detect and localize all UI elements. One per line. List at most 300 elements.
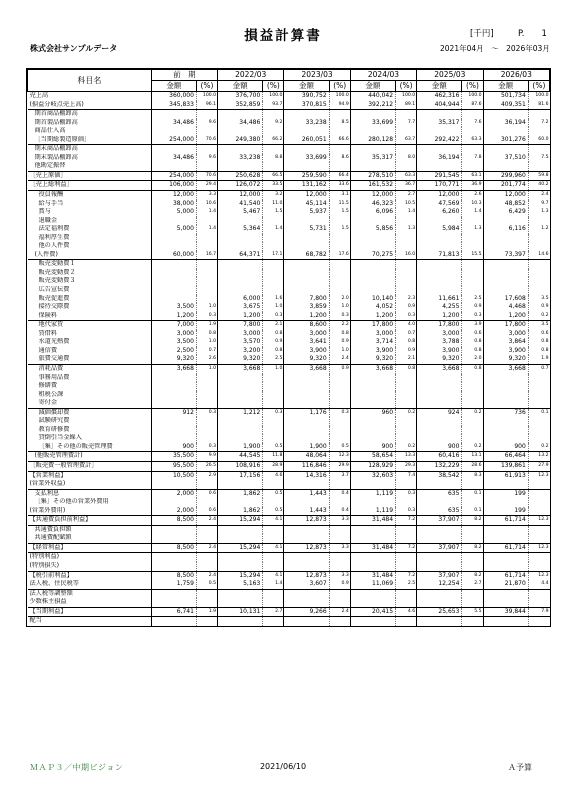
percent-cell: 1.5 <box>329 225 350 234</box>
percent-cell <box>462 242 483 251</box>
percent-cell: 0.4 <box>329 507 350 516</box>
column-header-amount: 金額 <box>350 81 395 92</box>
table-row <box>28 347 550 356</box>
percent-cell <box>396 234 417 243</box>
percent-cell: 0.5 <box>329 443 350 452</box>
percent-cell: 4.6 <box>396 607 417 617</box>
percent-cell <box>329 480 350 489</box>
amount-cell: 501,734 <box>483 92 528 101</box>
amount-cell <box>417 417 462 426</box>
amount-cell: 17,800 <box>483 321 528 330</box>
amount-cell: 33,699 <box>284 154 329 163</box>
amount-cell: 5,364 <box>218 225 263 234</box>
percent-cell <box>462 277 483 286</box>
table-row <box>28 580 550 589</box>
table-row <box>28 434 550 443</box>
percent-cell <box>329 426 350 435</box>
percent-cell: 27.9 <box>528 461 549 471</box>
amount-cell: 6,260 <box>417 208 462 217</box>
percent-cell <box>462 417 483 426</box>
amount-cell <box>417 382 462 391</box>
percent-cell: 1.3 <box>462 225 483 234</box>
percent-cell <box>396 110 417 119</box>
amount-cell <box>218 277 263 286</box>
percent-cell <box>263 162 284 171</box>
percent-cell <box>196 374 217 383</box>
percent-cell <box>396 217 417 226</box>
amount-cell <box>483 598 528 607</box>
amount-cell <box>218 374 263 383</box>
percent-cell: 16.0 <box>396 251 417 260</box>
amount-cell: 33,699 <box>350 119 395 128</box>
amount-cell: 440,042 <box>350 92 395 101</box>
percent-cell <box>462 598 483 607</box>
percent-cell <box>528 525 549 534</box>
account-label: (人件費) <box>34 250 58 258</box>
percent-cell <box>196 480 217 489</box>
amount-cell <box>218 242 263 251</box>
amount-cell: 199 <box>483 489 528 498</box>
income-statement-table <box>27 69 550 626</box>
amount-cell: 9,320 <box>417 355 462 364</box>
amount-cell: 12,873 <box>284 516 329 526</box>
percent-cell: 8.2 <box>462 571 483 580</box>
account-label: 【営業利益】 <box>28 471 152 480</box>
percent-cell <box>196 277 217 286</box>
percent-cell: 70.6 <box>196 136 217 145</box>
amount-cell <box>417 399 462 408</box>
column-header-period: 2025/03 <box>417 70 483 81</box>
account-label: (損益分岐点売上高) <box>29 100 84 108</box>
amount-cell: 301,276 <box>483 136 528 145</box>
amount-cell <box>350 391 395 400</box>
amount-cell: 9,320 <box>350 355 395 364</box>
percent-cell <box>263 145 284 154</box>
amount-cell <box>350 162 395 171</box>
amount-cell: 5,731 <box>284 225 329 234</box>
amount-cell <box>151 534 196 543</box>
percent-cell <box>396 426 417 435</box>
percent-cell <box>196 269 217 278</box>
amount-cell <box>151 562 196 571</box>
amount-cell: 3,788 <box>417 338 462 347</box>
percent-cell: 8.5 <box>329 119 350 128</box>
percent-cell: 28.6 <box>462 461 483 471</box>
table-row <box>28 364 550 373</box>
percent-cell <box>396 286 417 295</box>
percent-cell: 7.2 <box>396 543 417 553</box>
amount-cell: 35,317 <box>350 154 395 163</box>
table-row <box>28 191 550 200</box>
percent-cell <box>396 374 417 383</box>
account-label: 期首商品棚卸高 <box>28 110 152 119</box>
percent-cell <box>528 286 549 295</box>
percent-cell: 0.5 <box>263 489 284 498</box>
percent-cell: 8.8 <box>263 154 284 163</box>
amount-cell <box>284 617 329 626</box>
amount-cell: 278,510 <box>350 171 395 181</box>
amount-cell: 73,397 <box>483 251 528 260</box>
amount-cell: 32,603 <box>350 471 395 480</box>
percent-cell: 2.5 <box>462 295 483 304</box>
amount-cell <box>350 145 395 154</box>
percent-cell: 33.5 <box>263 181 284 191</box>
amount-cell: 1,200 <box>350 312 395 321</box>
amount-cell: 44,545 <box>218 452 263 462</box>
percent-cell <box>196 399 217 408</box>
percent-cell: 11.0 <box>263 200 284 209</box>
percent-cell <box>263 534 284 543</box>
amount-cell <box>284 498 329 507</box>
percent-cell <box>329 534 350 543</box>
account-label: 他の人件費 <box>38 242 70 250</box>
amount-cell: 47,569 <box>417 200 462 209</box>
percent-cell: 14.6 <box>528 251 549 260</box>
amount-cell: 254,000 <box>151 171 196 181</box>
account-label: 水道光熱費 <box>38 338 70 346</box>
amount-cell <box>350 598 395 607</box>
percent-cell <box>329 127 350 136</box>
amount-cell <box>350 260 395 269</box>
percent-cell <box>462 162 483 171</box>
percent-cell: 4.1 <box>263 516 284 526</box>
percent-cell <box>263 234 284 243</box>
table-row <box>28 543 550 553</box>
percent-cell: 12.3 <box>528 516 549 526</box>
percent-cell: 13.3 <box>396 452 417 462</box>
amount-cell: 6,096 <box>350 208 395 217</box>
percent-cell <box>528 127 549 136</box>
percent-cell: 100.0 <box>329 92 350 101</box>
percent-cell: 81.6 <box>528 101 549 110</box>
percent-cell: 17.6 <box>329 251 350 260</box>
column-header-percent: (%) <box>528 81 549 92</box>
percent-cell <box>528 269 549 278</box>
percent-cell <box>196 391 217 400</box>
amount-cell: 37,907 <box>417 543 462 553</box>
percent-cell <box>462 269 483 278</box>
percent-cell <box>329 617 350 626</box>
amount-cell: 1,200 <box>151 312 196 321</box>
amount-cell: 12,000 <box>483 191 528 200</box>
amount-cell: 116,846 <box>284 461 329 471</box>
amount-cell <box>417 589 462 598</box>
account-label: 販売変動費２ <box>38 268 76 276</box>
amount-cell: 2,500 <box>151 347 196 356</box>
table-row <box>28 127 550 136</box>
amount-cell: 3,900 <box>483 347 528 356</box>
amount-cell <box>218 110 263 119</box>
amount-cell <box>417 374 462 383</box>
percent-cell <box>196 553 217 562</box>
percent-cell: 0.7 <box>396 330 417 339</box>
percent-cell: 0.3 <box>396 312 417 321</box>
percent-cell <box>396 434 417 443</box>
percent-cell <box>329 589 350 598</box>
amount-cell <box>151 589 196 598</box>
amount-cell <box>151 391 196 400</box>
amount-cell <box>284 145 329 154</box>
percent-cell: 0.8 <box>329 330 350 339</box>
percent-cell <box>196 234 217 243</box>
table-row <box>28 154 550 163</box>
amount-cell <box>350 399 395 408</box>
amount-cell: 260,051 <box>284 136 329 145</box>
amount-cell: 131,162 <box>284 181 329 191</box>
amount-cell: 292,422 <box>417 136 462 145</box>
amount-cell <box>483 234 528 243</box>
percent-cell: 2.4 <box>528 191 549 200</box>
percent-cell: 2.1 <box>396 355 417 364</box>
amount-cell <box>151 525 196 534</box>
table-row <box>28 426 550 435</box>
amount-cell: 5,856 <box>350 225 395 234</box>
percent-cell <box>196 525 217 534</box>
percent-cell: 9.9 <box>196 452 217 462</box>
percent-cell <box>462 426 483 435</box>
page-title: 損益計算書 <box>244 28 322 44</box>
amount-cell <box>284 260 329 269</box>
percent-cell: 2.9 <box>196 471 217 480</box>
percent-cell: 1.5 <box>263 208 284 217</box>
percent-cell: 3.3 <box>329 516 350 526</box>
table-row <box>28 461 550 471</box>
amount-cell: 8,500 <box>151 571 196 580</box>
account-label: 退職金 <box>38 216 58 224</box>
amount-cell: 900 <box>151 443 196 452</box>
amount-cell: 199 <box>483 507 528 516</box>
amount-cell: 635 <box>417 489 462 498</box>
amount-cell <box>483 498 528 507</box>
amount-cell <box>417 480 462 489</box>
percent-cell: 1.0 <box>196 338 217 347</box>
percent-cell: 2.7 <box>263 607 284 617</box>
amount-cell: 352,859 <box>218 101 263 110</box>
percent-cell: 0.6 <box>196 489 217 498</box>
amount-cell <box>483 217 528 226</box>
percent-cell <box>329 269 350 278</box>
percent-cell <box>528 391 549 400</box>
amount-cell <box>483 525 528 534</box>
amount-cell: 1,443 <box>284 507 329 516</box>
amount-cell <box>284 525 329 534</box>
percent-cell: 12.3 <box>528 571 549 580</box>
percent-cell: 1.3 <box>528 208 549 217</box>
percent-cell: 0.1 <box>528 408 549 417</box>
amount-cell <box>350 242 395 251</box>
account-label: (特別損失) <box>29 561 60 569</box>
column-header-amount: 金額 <box>218 81 263 92</box>
percent-cell <box>462 480 483 489</box>
percent-cell <box>263 110 284 119</box>
account-label: 給与手当 <box>38 199 64 207</box>
amount-cell: 404,944 <box>417 101 462 110</box>
amount-cell <box>350 534 395 543</box>
amount-cell: 61,714 <box>483 543 528 553</box>
amount-cell: 108,916 <box>218 461 263 471</box>
percent-cell: 0.2 <box>396 408 417 417</box>
amount-cell <box>417 426 462 435</box>
percent-cell: 0.7 <box>528 364 549 373</box>
amount-cell <box>151 242 196 251</box>
table-row <box>28 286 550 295</box>
amount-cell: 1,443 <box>284 489 329 498</box>
amount-cell: 1,759 <box>151 580 196 589</box>
percent-cell <box>396 382 417 391</box>
amount-cell: 2,000 <box>151 489 196 498</box>
table-row <box>28 145 550 154</box>
amount-cell <box>218 391 263 400</box>
amount-cell: 5,163 <box>218 580 263 589</box>
amount-cell <box>417 110 462 119</box>
amount-cell: 3,864 <box>483 338 528 347</box>
amount-cell <box>417 260 462 269</box>
amount-cell <box>417 562 462 571</box>
amount-cell: 14,316 <box>284 471 329 480</box>
amount-cell: 345,833 <box>151 101 196 110</box>
amount-cell: 9,320 <box>284 355 329 364</box>
amount-cell <box>350 277 395 286</box>
amount-cell <box>284 234 329 243</box>
percent-cell <box>528 489 549 498</box>
percent-cell <box>528 553 549 562</box>
percent-cell: 8.6 <box>329 154 350 163</box>
percent-cell: 4.0 <box>396 321 417 330</box>
table-row <box>28 101 550 110</box>
amount-cell <box>350 589 395 598</box>
amount-cell: 60,000 <box>151 251 196 260</box>
amount-cell <box>417 534 462 543</box>
amount-cell: 3,500 <box>151 338 196 347</box>
account-label: 【共通費負担前利益】 <box>28 516 152 526</box>
amount-cell <box>218 162 263 171</box>
amount-cell: 61,714 <box>483 516 528 526</box>
percent-cell <box>196 617 217 626</box>
amount-cell: 15,294 <box>218 516 263 526</box>
table-row <box>28 136 550 145</box>
table-row <box>28 312 550 321</box>
percent-cell: 13.1 <box>462 452 483 462</box>
amount-cell: 15,294 <box>218 543 263 553</box>
percent-cell <box>462 391 483 400</box>
table-body <box>28 92 550 626</box>
percent-cell <box>263 391 284 400</box>
amount-cell <box>350 426 395 435</box>
account-label: 福利厚生費 <box>38 233 70 241</box>
amount-cell: 11,069 <box>350 580 395 589</box>
amount-cell <box>284 242 329 251</box>
percent-cell <box>329 110 350 119</box>
percent-cell <box>329 417 350 426</box>
percent-cell: 0.8 <box>263 347 284 356</box>
amount-cell <box>483 434 528 443</box>
table-row <box>28 471 550 480</box>
percent-cell <box>263 553 284 562</box>
amount-cell: 6,429 <box>483 208 528 217</box>
column-header-amount: 金額 <box>284 81 329 92</box>
percent-cell: 63.3 <box>462 136 483 145</box>
percent-cell: 29.4 <box>196 181 217 191</box>
amount-cell: 132,229 <box>417 461 462 471</box>
amount-cell <box>483 417 528 426</box>
company-name: 株式会社サンプルデータ <box>30 44 118 53</box>
amount-cell <box>350 434 395 443</box>
amount-cell <box>151 498 196 507</box>
amount-cell <box>151 127 196 136</box>
amount-cell <box>151 286 196 295</box>
amount-cell: 68,782 <box>284 251 329 260</box>
amount-cell: 390,752 <box>284 92 329 101</box>
percent-cell: 4.1 <box>263 543 284 553</box>
percent-cell: 0.5 <box>196 580 217 589</box>
table-row <box>28 208 550 217</box>
amount-cell: 9,320 <box>151 355 196 364</box>
amount-cell: 4,255 <box>417 303 462 312</box>
amount-cell <box>151 269 196 278</box>
percent-cell: 36.9 <box>462 181 483 191</box>
percent-cell <box>528 507 549 516</box>
percent-cell: 100.0 <box>263 92 284 101</box>
percent-cell <box>528 534 549 543</box>
amount-cell: 12,000 <box>284 191 329 200</box>
account-label: ［売上総利益］ <box>28 181 152 191</box>
percent-cell: 0.3 <box>329 312 350 321</box>
percent-cell: 3.5 <box>528 295 549 304</box>
percent-cell: 100.0 <box>196 92 217 101</box>
amount-cell: 38,000 <box>151 200 196 209</box>
column-header-percent: (%) <box>462 81 483 92</box>
amount-cell <box>483 617 528 626</box>
amount-cell <box>417 391 462 400</box>
amount-cell <box>151 145 196 154</box>
amount-cell <box>483 553 528 562</box>
percent-cell <box>462 260 483 269</box>
account-label: 他勘定振替 <box>34 162 66 170</box>
amount-cell: 15,294 <box>218 571 263 580</box>
account-label: 共通費配賦額 <box>34 534 72 542</box>
amount-cell: 48,852 <box>483 200 528 209</box>
percent-cell <box>528 242 549 251</box>
amount-cell <box>417 498 462 507</box>
amount-cell: 9,320 <box>483 355 528 364</box>
amount-cell <box>284 417 329 426</box>
percent-cell: 2.0 <box>462 355 483 364</box>
footer-date: 2021/06/10 <box>259 762 307 771</box>
amount-cell: 12,873 <box>284 571 329 580</box>
amount-cell <box>284 382 329 391</box>
percent-cell: 1.0 <box>263 303 284 312</box>
table-row <box>28 225 550 234</box>
amount-cell: 126,072 <box>218 181 263 191</box>
percent-cell: 3.3 <box>329 543 350 553</box>
amount-cell <box>350 498 395 507</box>
percent-cell: 0.9 <box>528 303 549 312</box>
percent-cell: 94.9 <box>329 101 350 110</box>
account-label: (営業外費用) <box>29 506 66 514</box>
table-row <box>28 162 550 171</box>
percent-cell: 0.9 <box>329 580 350 589</box>
percent-cell <box>462 498 483 507</box>
percent-cell: 1.0 <box>196 364 217 373</box>
amount-cell <box>218 434 263 443</box>
amount-cell: 38,542 <box>417 471 462 480</box>
table-row <box>28 382 550 391</box>
percent-cell <box>396 269 417 278</box>
percent-cell: 0.8 <box>196 330 217 339</box>
amount-cell: 10,500 <box>151 471 196 480</box>
percent-cell <box>196 498 217 507</box>
percent-cell <box>528 374 549 383</box>
